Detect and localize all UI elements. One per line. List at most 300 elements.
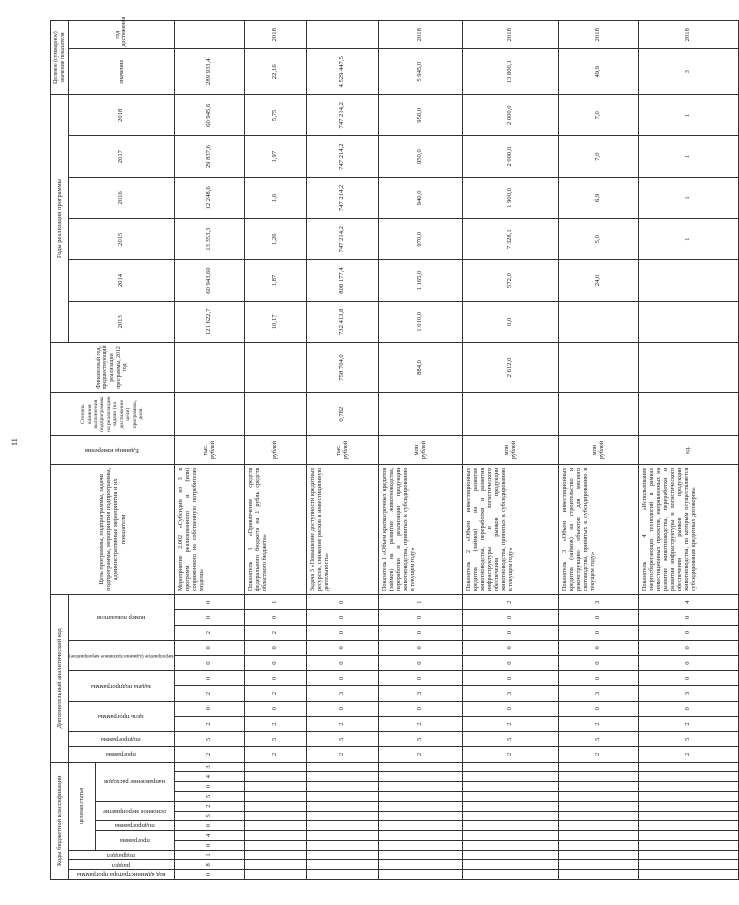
code-cell [638,791,738,801]
task-code-header [69,671,175,701]
code-cell: 4 [638,595,738,610]
code-cell: 5 [174,791,244,801]
value-2017: 747 214,2 [306,136,378,177]
row-description: Мероприятие 2.002 «Субсидии из 3 к программ реализованного и (или) сопряженного на собственную потребителю модели» [174,464,244,594]
code-cell [378,782,462,792]
subsection-header [69,850,175,860]
code-cell [306,811,378,821]
code-cell [244,762,306,772]
table-row [174,21,244,880]
code-cell [462,870,558,880]
program-article-header-text: программа [119,837,150,845]
code-cell: 2 [462,595,558,610]
table-row [638,21,738,880]
code-cell [306,762,378,772]
value-2014 [638,260,738,301]
value-2017: 1 [638,136,738,177]
code-cell: 0 [174,870,244,880]
row-description: Задача 3 «Повышение доступности кредитных ресурсов, снижение рисков в инвестиционную деятельность» [306,464,378,594]
value-2013: 10,17 [244,301,306,342]
financing-cell [174,342,244,392]
target-value: 4 529 447,5 [306,49,378,95]
code-cell [638,870,738,880]
value-2017: 7,0 [558,136,638,177]
target-value: 289 933,4 [174,49,244,95]
financing-cell: 758 704,0 [306,342,378,392]
code-cell [244,791,306,801]
admin-code-header [69,870,175,880]
budget-codes-header: Коды бюджетной классификации [51,762,69,879]
code-cell: 2 [174,625,244,640]
code-cell: 5 [558,732,638,747]
main-event-header-text: основное мероприятие [103,807,167,815]
degree-cell [378,392,462,435]
code-cell: 3 [306,686,378,701]
code-cell: 0 [638,671,738,686]
value-2015: 1 [638,219,738,260]
code-cell: 0 [244,640,306,655]
subprogram-code-header [69,732,175,747]
code-cell: 2 [462,747,558,762]
code-cell: 0 [174,610,244,625]
code-cell [306,782,378,792]
code-cell: 5 [306,732,378,747]
code-cell [638,811,738,821]
code-cell [244,860,306,870]
code-cell [378,860,462,870]
unit-cell: млн рублей [558,436,638,464]
code-cell: 0 [174,655,244,670]
program-code-header [69,747,175,762]
value-2018: 5,75 [244,95,306,136]
target-value-header: значение [69,49,175,95]
degree-cell: 0,782 [306,392,378,435]
table-row [244,21,306,880]
code-cell [558,762,638,772]
target-value: 3 [638,49,738,95]
code-cell: 0 [306,625,378,640]
section-header [69,860,175,870]
code-cell: 0 [462,625,558,640]
program-table [50,16,739,880]
target-value: 49,9 [558,49,638,95]
value-2018: 7,0 [558,95,638,136]
unit-cell: ед. [638,436,738,464]
code-cell: 0 [462,640,558,655]
code-cell: 0 [306,655,378,670]
code-cell [306,791,378,801]
year-2013-header: 2013 [69,301,175,342]
code-cell: 0 [306,671,378,686]
code-cell: 2 [244,747,306,762]
code-cell [462,791,558,801]
code-cell [638,850,738,860]
event-code-header-text: мероприятие (административное мероприятие) [69,653,174,660]
code-cell: 2 [306,716,378,731]
code-cell: 0 [462,610,558,625]
code-cell: 2 [638,716,738,731]
code-cell: 0 [306,640,378,655]
code-cell: 0 [558,701,638,716]
target-year: 2018 [244,21,306,49]
code-cell: 0 [306,701,378,716]
code-cell: 0 [558,610,638,625]
code-cell [638,782,738,792]
unit-cell: млн рублей [378,436,462,464]
code-cell: 0 [174,840,244,850]
code-cell: 0 [378,671,462,686]
code-cell: 2 [378,747,462,762]
degree-cell [174,392,244,435]
code-cell: 0 [174,671,244,686]
code-cell [378,850,462,860]
code-cell [558,840,638,850]
program-article-header [95,831,174,851]
target-header: Целевое (суммарное) значение показателя [51,21,69,95]
code-cell [558,870,638,880]
code-cell: 0 [462,701,558,716]
code-cell: 0 [638,625,738,640]
code-cell: 0 [378,640,462,655]
code-cell [462,850,558,860]
target-year-header: год достижения [69,21,175,49]
value-2015: 747 214,2 [306,219,378,260]
page-number: 11 [10,438,19,446]
code-cell: 4 [174,831,244,841]
unit-header-text: Единица измерения [85,446,140,454]
code-cell: 0 [378,625,462,640]
code-cell: 5 [174,732,244,747]
value-2017: 950,0 [378,136,462,177]
value-2018: 950,0 [378,95,462,136]
goal-description-header: Цель программы, подпрограммы, задачи подпрограммы, мероприятия подпрограммы, административные мероприятия и их показатели [51,464,175,594]
target-year: 2018 [638,21,738,49]
target-value: 13 800,1 [462,49,558,95]
code-cell: 0 [638,655,738,670]
code-cell [244,870,306,880]
code-cell: 0 [244,610,306,625]
code-cell [378,840,462,850]
financing-cell [638,342,738,392]
subprogram-article-header-text: подпрограмма [114,822,155,830]
value-2014: 572,0 [462,260,558,301]
code-cell [378,762,462,772]
code-cell [378,791,462,801]
code-cell: 0 [378,701,462,716]
code-cell [306,850,378,860]
unit-header [51,436,175,464]
code-cell [638,801,738,811]
code-cell: 1 [378,595,462,610]
code-cell [638,831,738,841]
code-cell [462,772,558,782]
code-cell [638,772,738,782]
code-cell: 2 [174,801,244,811]
code-cell: 0 [558,640,638,655]
financing-header: Финансовый год, предшествующий реализации программы, 2012 год [51,342,175,392]
code-cell: 2 [638,747,738,762]
code-cell: 0 [378,610,462,625]
code-cell [306,801,378,811]
table-row [306,21,378,880]
code-cell: 0 [174,595,244,610]
code-cell [378,870,462,880]
row-description: Показатель 2 «Объем инвестиционных кредитов (займов) на развитие животноводства, переработки и развития инфраструктуры и логистического обеспечения рынков продукции животноводства, принятых к субсидированию в текущем году» [462,464,558,594]
degree-cell [244,392,306,435]
target-year [306,21,378,49]
code-cell [558,801,638,811]
code-cell: 3 [558,686,638,701]
table-body [174,21,738,880]
code-cell: 2 [174,747,244,762]
code-cell: 0 [638,701,738,716]
code-cell [462,782,558,792]
value-2016: 747 214,2 [306,177,378,218]
goal-code-header-text: цель программы [98,713,145,721]
code-cell [378,831,462,841]
code-cell [558,791,638,801]
code-cell: 0 [174,782,244,792]
target-year: 2018 [558,21,638,49]
code-cell: 3 [638,686,738,701]
code-cell: 5 [244,732,306,747]
code-cell [558,831,638,841]
code-cell [306,860,378,870]
code-cell [638,860,738,870]
code-cell: 0 [174,701,244,716]
code-cell: 2 [244,625,306,640]
code-cell [638,762,738,772]
code-cell [558,821,638,831]
code-cell: 2 [558,747,638,762]
unit-cell: тыс. рублей [174,436,244,464]
code-cell [462,811,558,821]
unit-cell: тыс. рублей [306,436,378,464]
code-cell: 0 [244,655,306,670]
financing-cell: 2 612,0 [462,342,558,392]
subsection-header-text: подраздел [107,851,136,859]
code-cell [378,772,462,782]
code-cell [244,811,306,821]
table-row [378,21,462,880]
event-code-header [69,640,175,670]
code-cell: 2 [306,747,378,762]
code-cell [378,801,462,811]
year-2017-header: 2017 [69,136,175,177]
code-cell [306,772,378,782]
value-2016: 940,0 [378,177,462,218]
code-cell [462,762,558,772]
degree-header: Степень влияния выполнения подпрограммы на реализацию задачи (на достижение цели) программы, доля [51,392,175,435]
goal-code-header [69,701,175,731]
code-cell: 0 [306,595,378,610]
value-2013: 1 010,0 [378,301,462,342]
value-2016: 1 900,0 [462,177,558,218]
value-2016: 12 248,6 [174,177,244,218]
value-2018: 747 214,2 [306,95,378,136]
code-cell: 2 [244,686,306,701]
main-event-header [95,801,174,821]
task-code-header-text: задача подпрограммы [91,682,152,690]
target-year: 2018 [462,21,558,49]
code-cell: 0 [244,701,306,716]
code-cell [638,821,738,831]
years-header: Годы реализации программы [51,95,69,343]
value-2015: 970,0 [378,219,462,260]
additional-code-header: Дополнительный аналитический код [51,595,69,762]
row-description: Показатель 4 «Использование энергосберегающих технологий в рамках инвестиционных проектов, направленных на развитие животноводства, переработки и развития инфраструктуры и логистического обеспечения рынков продукции животноводства, по которым осуществляется субсидирование кредитных договоров» [638,464,738,594]
target-value: 22,16 [244,49,306,95]
value-2017: 29 837,6 [174,136,244,177]
code-cell: 0 [174,821,244,831]
code-cell: 0 [558,625,638,640]
code-cell: 2 [378,716,462,731]
code-cell [244,831,306,841]
direction-header-text: направление расходов [104,778,166,786]
code-cell [558,782,638,792]
code-cell: 0 [378,655,462,670]
value-2018: 1 [638,95,738,136]
code-cell: 0 [244,671,306,686]
value-2013: 0,0 [462,301,558,342]
value-2017: 2 000,0 [462,136,558,177]
value-2017: 1,97 [244,136,306,177]
code-cell [462,860,558,870]
table-row [558,21,638,880]
value-2014: 24,0 [558,260,638,301]
subprogram-code-header-text: подпрограмма [101,735,142,743]
code-cell [462,840,558,850]
code-cell [244,772,306,782]
financing-cell [558,342,638,392]
target-article-header: целевая статья [69,762,96,850]
indicator-code-header-text: номер показателя [97,614,146,622]
value-2018: 60 945,6 [174,95,244,136]
code-cell [638,840,738,850]
code-cell: 5 [378,732,462,747]
code-cell [306,840,378,850]
code-cell [244,840,306,850]
code-cell [306,870,378,880]
code-cell: 5 [462,732,558,747]
code-cell [462,821,558,831]
year-2018-header: 2018 [69,95,175,136]
code-cell [244,821,306,831]
financing-cell: 884,0 [378,342,462,392]
code-cell [244,801,306,811]
code-cell: 0 [558,671,638,686]
code-cell: 0 [462,655,558,670]
target-year: 2018 [378,21,462,49]
code-cell [558,860,638,870]
code-cell: 1 [174,850,244,860]
year-2014-header: 2014 [69,260,175,301]
financing-cell [244,342,306,392]
code-cell [462,831,558,841]
value-2014: 808 177,4 [306,260,378,301]
value-2013: 732 413,8 [306,301,378,342]
code-cell: 2 [462,716,558,731]
indicator-code-header [69,595,175,641]
code-cell: 3 [174,762,244,772]
value-2015: 5,0 [558,219,638,260]
unit-cell: млн рублей [462,436,558,464]
code-cell: 3 [462,686,558,701]
code-cell: 8 [174,860,244,870]
value-2013: 121 622,7 [174,301,244,342]
value-2014: 1 165,0 [378,260,462,301]
code-cell [558,811,638,821]
subprogram-article-header [95,821,174,831]
code-cell [558,850,638,860]
code-cell: 0 [638,610,738,625]
code-cell [306,821,378,831]
code-cell [306,831,378,841]
code-cell [462,801,558,811]
row-description: Показатель 3 «Объем инвестиционных кредитов (займов) на строительство и реконструкцию объектов для мясного скотоводства, принятых к субсидированию в текущем году» [558,464,638,594]
value-2014: 1,87 [244,260,306,301]
degree-cell [638,392,738,435]
value-2016: 1 [638,177,738,218]
degree-cell [462,392,558,435]
code-cell: 5 [174,811,244,821]
admin-code-header-text: код администратора программы [77,871,166,879]
year-2015-header: 2015 [69,219,175,260]
code-cell [244,782,306,792]
code-cell: 2 [558,716,638,731]
code-cell [378,821,462,831]
rotated-table-wrapper [50,16,698,880]
code-cell [244,850,306,860]
code-cell: 2 [244,716,306,731]
row-description: Показатель 1 «Привлечение средств федерального бюджета на 1 рубль средств областного бюджета» [244,464,306,594]
value-2015: 13 353,3 [174,219,244,260]
code-cell: 0 [306,610,378,625]
code-cell: 4 [174,772,244,782]
value-2015: 1,26 [244,219,306,260]
value-2018: 2 000,0 [462,95,558,136]
section-header-text: раздел [112,861,131,869]
code-cell: 0 [558,655,638,670]
target-year [174,21,244,49]
value-2014: 60 943,60 [174,260,244,301]
target-value: 5 945,0 [378,49,462,95]
code-cell: 3 [378,686,462,701]
year-2016-header: 2016 [69,177,175,218]
value-2015: 7 328,1 [462,219,558,260]
code-cell [558,772,638,782]
direction-header [95,762,174,801]
code-cell: 0 [462,671,558,686]
unit-cell: рублей [244,436,306,464]
code-cell: 0 [638,640,738,655]
code-cell: 3 [558,595,638,610]
program-code-header-text: программа [106,751,137,759]
code-cell: 1 [244,595,306,610]
degree-cell [558,392,638,435]
code-cell: 2 [174,686,244,701]
code-cell [378,811,462,821]
code-cell: 0 [174,640,244,655]
code-cell: 5 [638,732,738,747]
code-cell: 2 [174,716,244,731]
value-2013 [638,301,738,342]
row-description: Показатель 1 «Объем краткосрочных кредитов (займов) на развитие животноводства, переработки и реализации продукции животноводства, принятых к субсидированию в текущем году» [378,464,462,594]
value-2013 [558,301,638,342]
value-2016: 6,9 [558,177,638,218]
value-2016: 1,6 [244,177,306,218]
table-row [462,21,558,880]
